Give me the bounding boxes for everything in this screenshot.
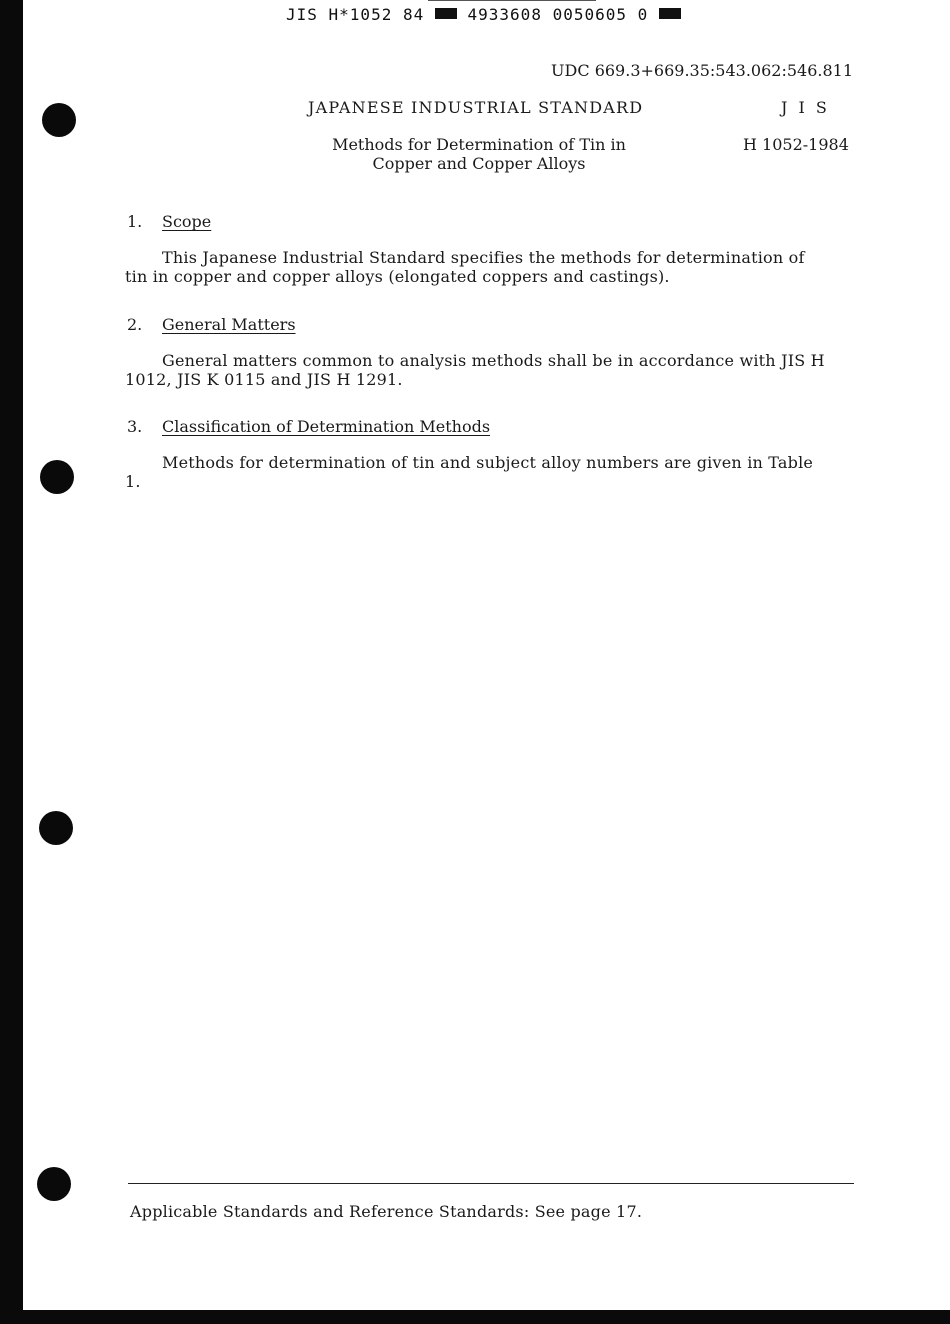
section-title: Scope (162, 212, 212, 231)
scan-bottom-border (0, 1310, 950, 1324)
document-title (300, 135, 658, 173)
section-number: 1. (127, 212, 143, 231)
section-title: General Matters (162, 315, 296, 334)
barcode-block (435, 8, 457, 19)
scan-left-border (0, 0, 23, 1324)
top-rule (428, 0, 596, 1)
standard-name: JAPANESE INDUSTRIAL STANDARD (308, 98, 644, 117)
section-number: 2. (127, 315, 143, 334)
barcode-block (659, 8, 681, 19)
section-paragraph: Methods for determination of tin and subject alloy numbers are given in Table 1. (125, 453, 814, 491)
section-title: Classification of Determination Methods (162, 417, 491, 436)
section-paragraph: This Japanese Industrial Standard specifies the methods for determination of tin in copper and copper alloys (elongated coppers and castings). (125, 248, 805, 286)
code-prefix: JIS H*1052 84 (286, 5, 425, 24)
punch-hole (39, 811, 73, 845)
footer-note: Applicable Standards and Reference Standards: See page 17. (130, 1202, 643, 1221)
footer-rule (128, 1183, 854, 1184)
title-line-1: Methods for Determination of Tin in (332, 135, 626, 154)
punch-hole (40, 460, 74, 494)
jis-mark: J I S (781, 98, 830, 117)
punch-hole (42, 103, 76, 137)
section-number: 3. (127, 417, 143, 436)
udc-code: UDC 669.3+669.35:543.062:546.811 (551, 61, 853, 80)
document-code-header (286, 5, 681, 24)
punch-hole (37, 1167, 71, 1201)
code-mid: 4933608 0050605 0 (467, 5, 649, 24)
standard-number: H 1052-1984 (743, 135, 849, 154)
title-line-2: Copper and Copper Alloys (372, 154, 586, 173)
section-paragraph: General matters common to analysis methods shall be in accordance with JIS H 1012, JIS K 0115 and JIS H 1291. (125, 351, 825, 389)
